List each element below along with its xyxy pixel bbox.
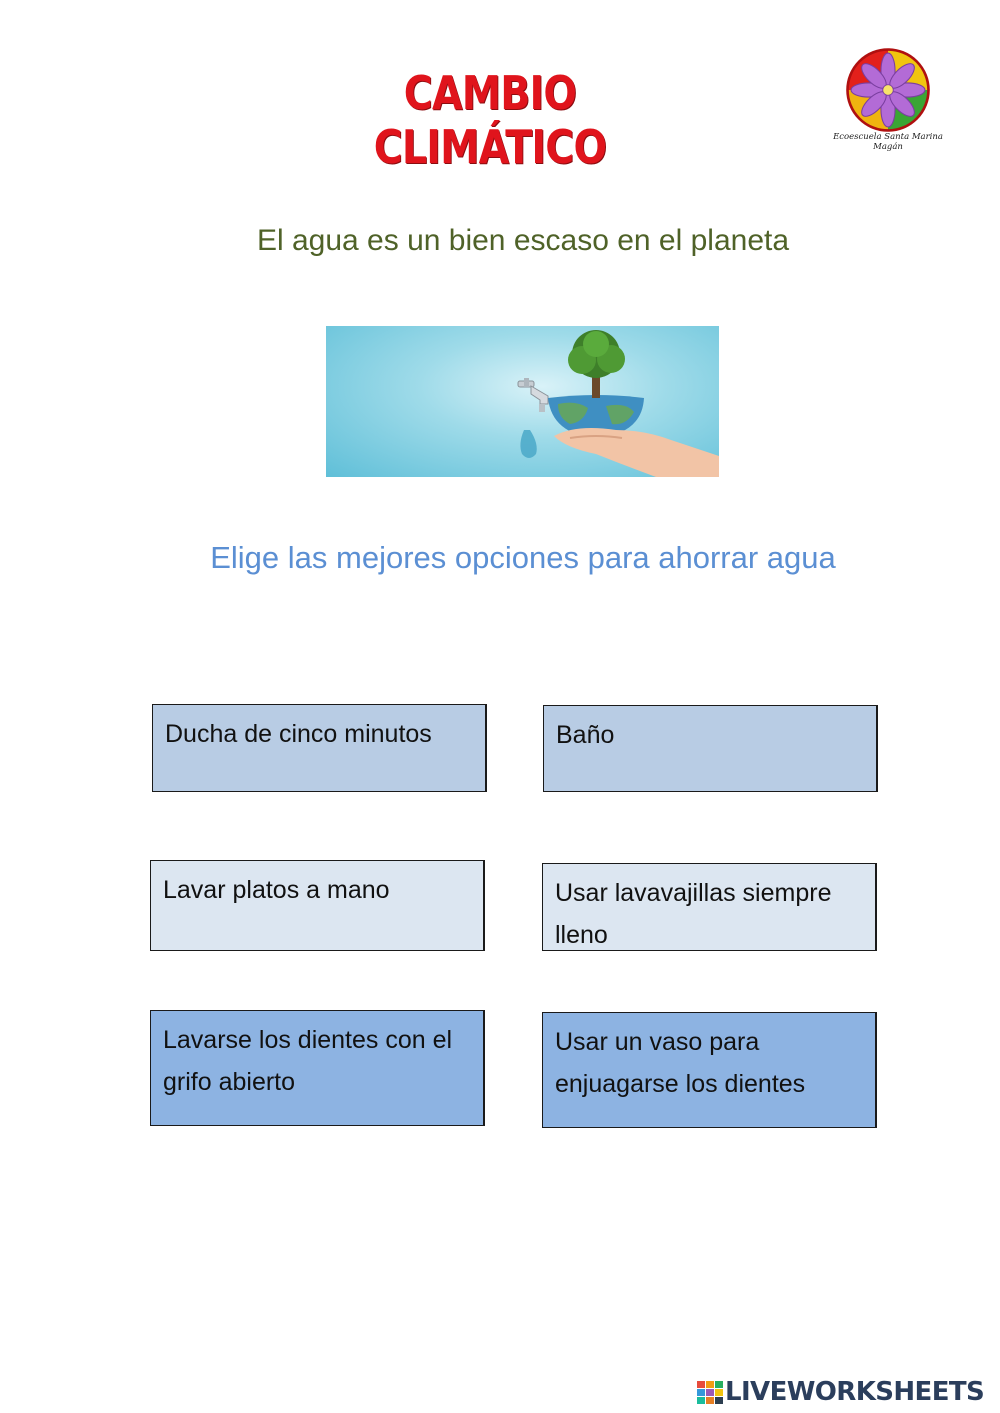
liveworksheets-logo-icon (697, 1381, 723, 1405)
option-label: Lavarse los dientes con el grifo abierto (163, 1026, 453, 1096)
option-label: Usar lavavajillas siempre lleno (555, 879, 832, 949)
option-card[interactable] (542, 863, 877, 951)
logo-name: Ecoescuela Santa Marina (833, 132, 943, 142)
instruction-text: Elige las mejores opciones para ahorrar agua (210, 540, 836, 575)
option-card[interactable] (152, 704, 487, 792)
option-label: Usar un vaso para enjuagarse los dientes (555, 1028, 806, 1098)
worksheet-title: CAMBIO CLIMÁTICO (373, 66, 607, 174)
option-label: Ducha de cinco minutos (165, 720, 432, 748)
school-logo (826, 46, 950, 161)
option-label: Baño (556, 721, 615, 749)
option-label: Lavar platos a mano (163, 876, 390, 904)
water-tap-tree-hand-image (326, 326, 719, 477)
logo-town: Magán (873, 142, 903, 152)
option-card[interactable] (150, 1010, 485, 1126)
option-card[interactable] (150, 860, 485, 951)
option-card[interactable] (542, 1012, 877, 1128)
flower-compass-logo-icon (844, 46, 932, 134)
option-card[interactable] (543, 705, 878, 792)
subtitle: El agua es un bien escaso en el planeta (256, 224, 790, 257)
footer-brand-text: LIVEWORKSHEETS (725, 1377, 985, 1407)
